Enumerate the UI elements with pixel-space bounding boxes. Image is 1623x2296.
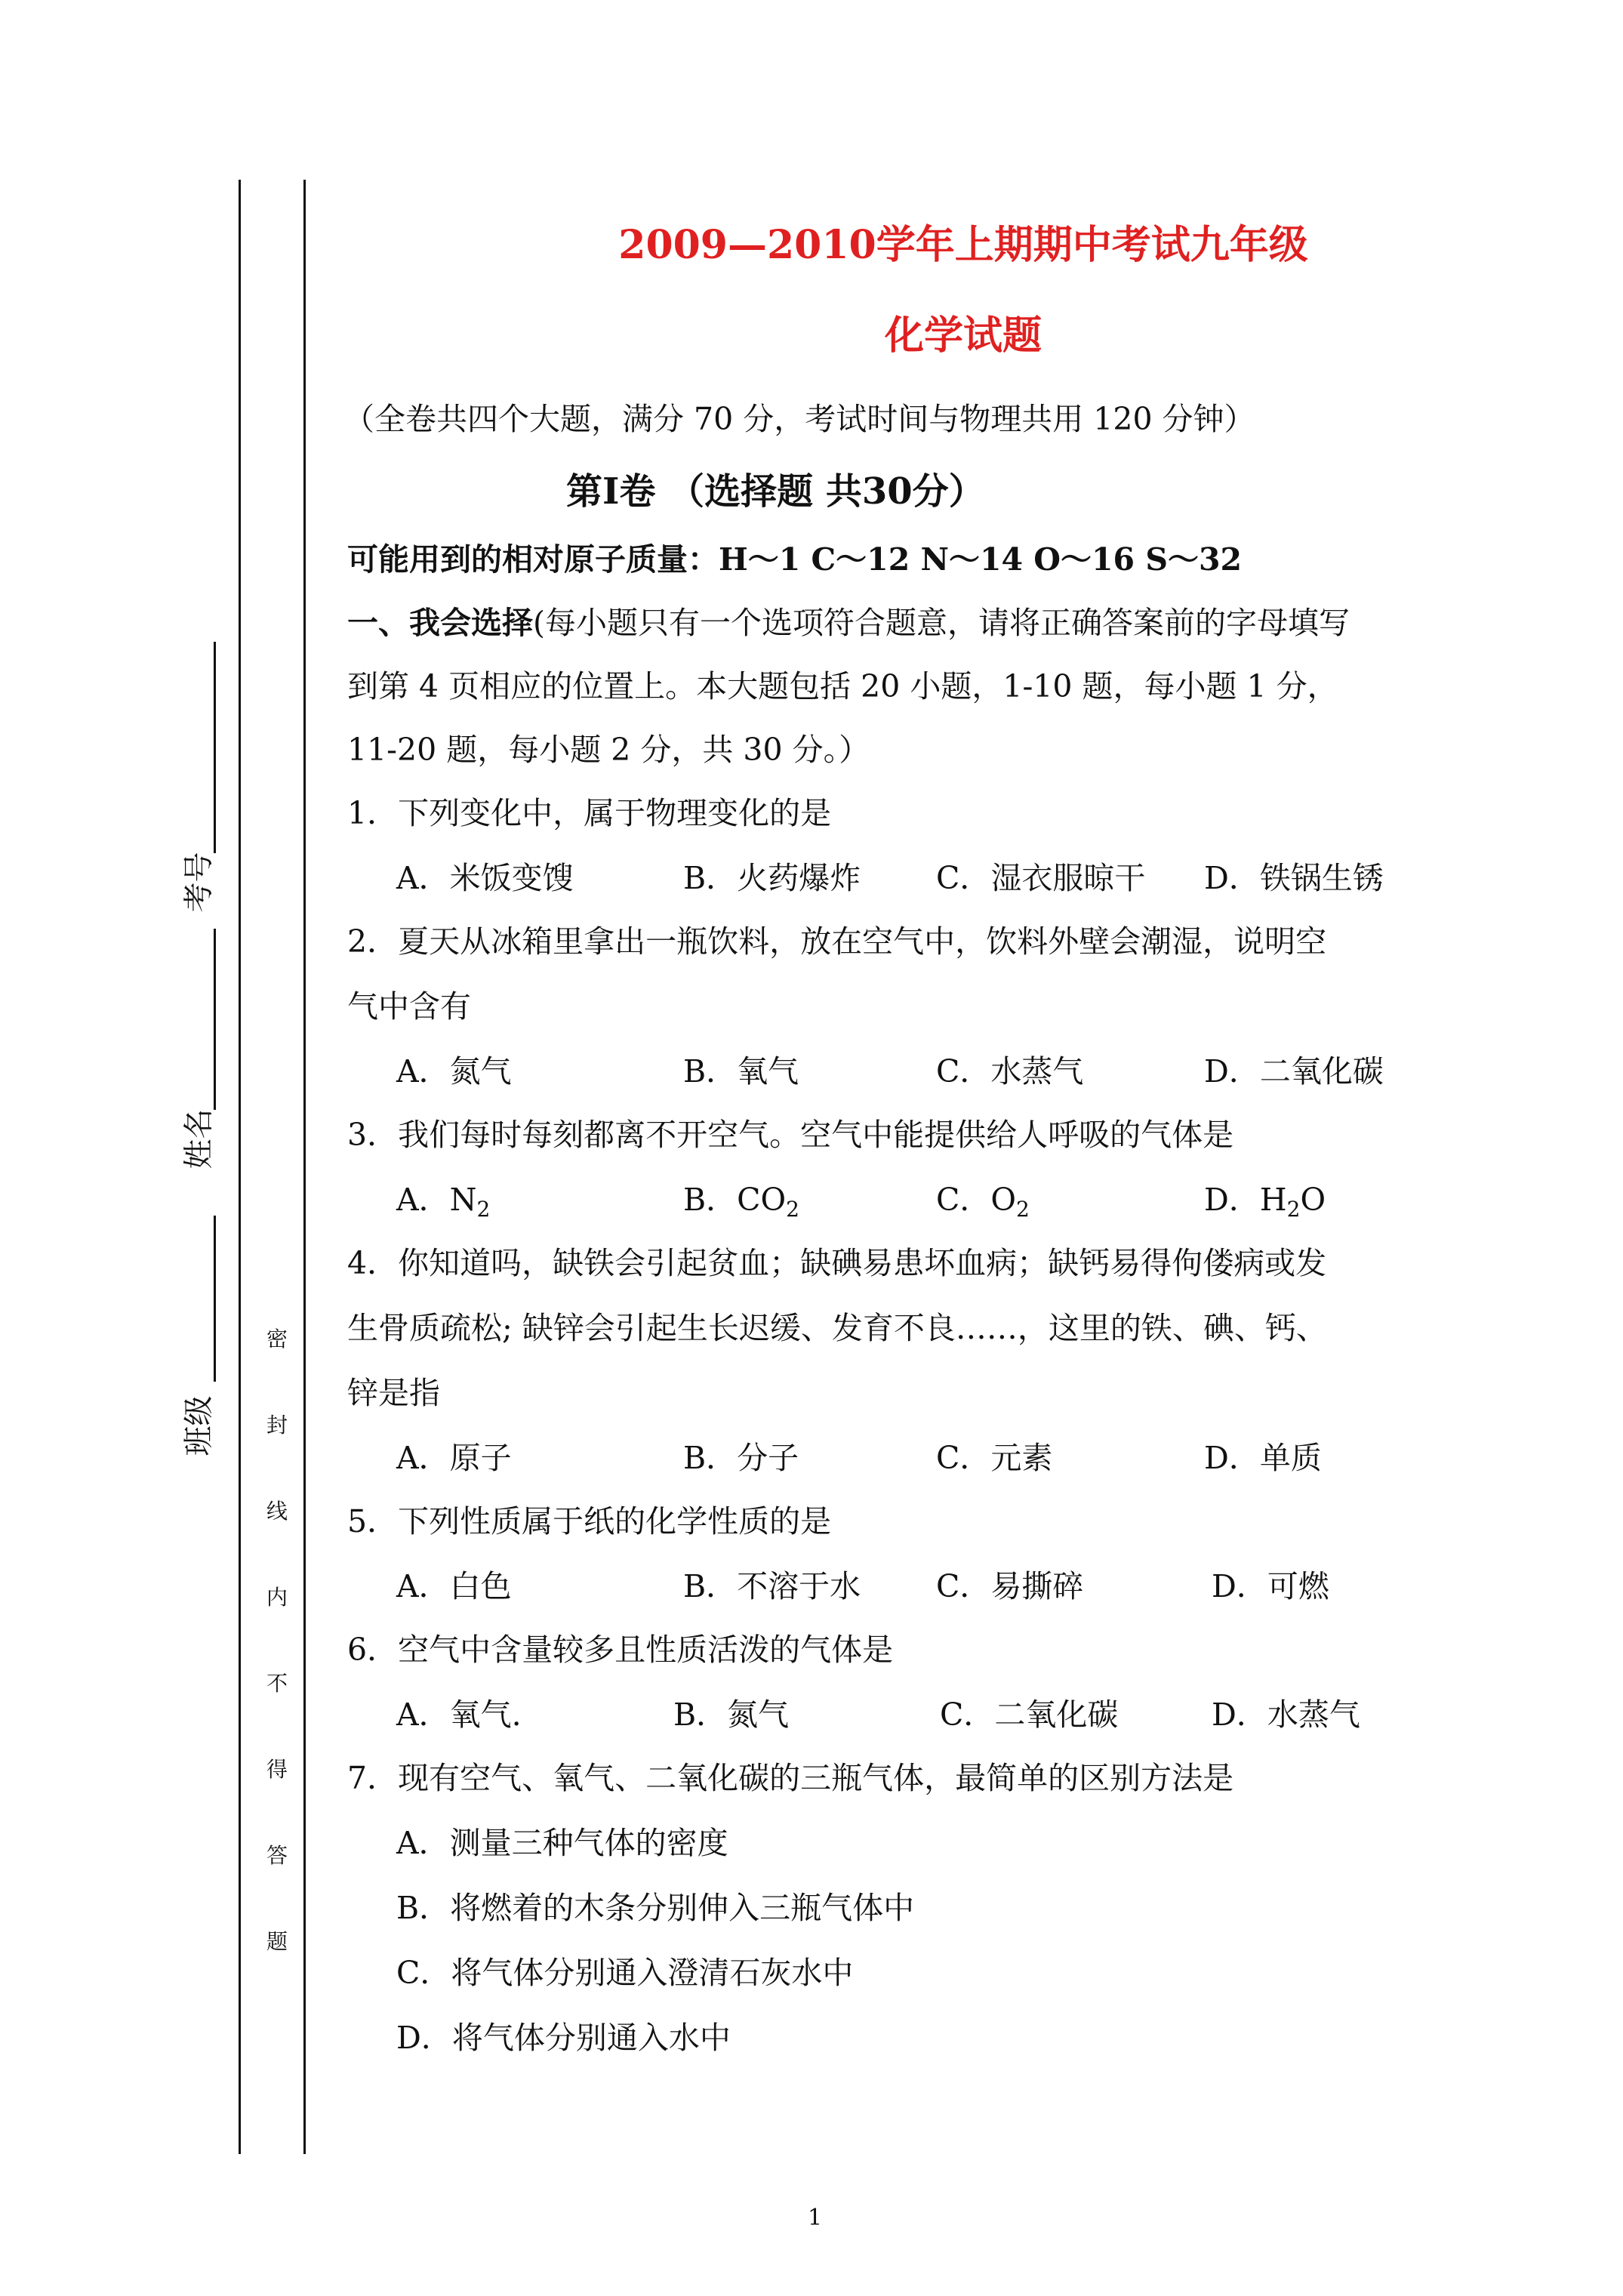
q6-option-c: C．二氧化碳	[940, 1697, 1119, 1733]
exam-no-blank[interactable]	[214, 642, 216, 853]
q3-option-c: C．$O_2$	[936, 1182, 1030, 1222]
q1-option-a: A．米饭变馊	[396, 860, 574, 896]
q1-option-b: B．火药爆炸	[683, 860, 861, 896]
q1-option-c: C．湿衣服晾干	[936, 860, 1146, 896]
q7-option-a: A．测量三种气体的密度	[396, 1825, 728, 1861]
q7-option-c: C．将气体分别通入澄清石灰水中	[396, 1955, 854, 1991]
instruction-line-2: 到第 4 页相应的位置上。本大题包括 20 小题，1-10 题，每小题 1 分，	[347, 668, 1338, 704]
question-3-stem: 3．我们每时每刻都离不开空气。空气中能提供给人呼吸的气体是	[347, 1117, 1234, 1153]
exam-no-label: 考号	[181, 852, 217, 913]
q4-option-c: C．元素	[936, 1440, 1053, 1476]
seal-char: 内	[266, 1585, 288, 1610]
exam-note: （全卷共四个大题，满分 70 分，考试时间与物理共用 120 分钟）	[343, 401, 1255, 437]
q3-option-d: D．$H_2O$	[1204, 1182, 1326, 1222]
q4-option-b: B．分子	[683, 1440, 799, 1476]
q2-option-d: D．二氧化碳	[1204, 1053, 1384, 1089]
question-4-stem-1: 4．你知道吗，缺铁会引起贫血；缺碘易患坏血病；缺钙易得佝偻病或发	[347, 1245, 1327, 1281]
atomic-masses: 可能用到的相对原子质量：H～1 C～12 N～14 O～16 S～32	[347, 541, 1243, 578]
q5-option-d: D．可燃	[1212, 1568, 1329, 1604]
question-7-stem: 7．现有空气、氧气、二氧化碳的三瓶气体，最简单的区别方法是	[347, 1760, 1234, 1796]
name-blank[interactable]	[214, 929, 216, 1110]
question-5-stem: 5．下列性质属于纸的化学性质的是	[347, 1503, 832, 1539]
q6-option-d: D．水蒸气	[1212, 1697, 1360, 1733]
q3-option-a: A．$N_2$	[396, 1182, 491, 1222]
instruction-text: (每小题只有一个选项符合题意，请将正确答案前的字母填写	[533, 605, 1350, 641]
binding-line-inner	[303, 180, 306, 2154]
q1-option-d: D．铁锅生锈	[1204, 860, 1384, 896]
exam-title: 2009—2010学年上期期中考试九年级	[618, 222, 1308, 268]
q7-option-b: B．将燃着的木条分别伸入三瓶气体中	[396, 1890, 915, 1926]
instruction-heading: 一、我会选择	[347, 605, 533, 641]
seal-char: 线	[266, 1499, 288, 1524]
class-blank[interactable]	[214, 1216, 216, 1382]
question-1-stem: 1．下列变化中，属于物理变化的是	[347, 795, 832, 831]
name-label: 姓名	[181, 1108, 217, 1170]
seal-char: 密	[266, 1327, 288, 1351]
question-6-stem: 6．空气中含量较多且性质活泼的气体是	[347, 1632, 894, 1668]
q5-option-a: A．白色	[396, 1568, 512, 1604]
exam-subtitle: 化学试题	[884, 313, 1042, 359]
q2-option-b: B．氧气	[683, 1053, 799, 1089]
question-2-stem-2: 气中含有	[347, 988, 471, 1025]
instruction-line-1	[347, 598, 1350, 643]
q2-option-c: C．水蒸气	[936, 1053, 1084, 1089]
class-label: 班级	[181, 1395, 217, 1456]
seal-char: 封	[266, 1413, 288, 1438]
seal-char: 不	[266, 1671, 288, 1696]
q4-option-a: A．原子	[396, 1440, 512, 1476]
q5-option-b: B．不溶于水	[683, 1568, 861, 1604]
q2-option-a: A．氮气	[396, 1053, 512, 1089]
seal-char: 题	[266, 1929, 288, 1954]
question-4-stem-3: 锌是指	[347, 1375, 440, 1411]
binding-line-outer	[239, 180, 241, 2154]
seal-char: 得	[266, 1757, 288, 1782]
q6-option-a: A．氧气.	[396, 1697, 522, 1733]
question-4-stem-2: 生骨质疏松; 缺锌会引起生长迟缓、发育不良……，这里的铁、碘、钙、	[347, 1310, 1327, 1346]
q4-option-d: D．单质	[1204, 1440, 1322, 1476]
q7-option-d: D．将气体分别通入水中	[396, 2020, 731, 2056]
section-heading: 第Ⅰ卷 （选择题 共30分）	[566, 470, 985, 513]
seal-char: 答	[266, 1843, 288, 1868]
q3-option-b: B．$CO_2$	[683, 1182, 799, 1222]
page-number: 1	[808, 2205, 823, 2231]
instruction-line-3: 11-20 题，每小题 2 分，共 30 分。）	[347, 732, 870, 768]
q6-option-b: B．氮气	[673, 1697, 790, 1733]
question-2-stem-1: 2．夏天从冰箱里拿出一瓶饮料，放在空气中，饮料外壁会潮湿，说明空	[347, 923, 1327, 960]
q5-option-c: C．易撕碎	[936, 1568, 1084, 1604]
